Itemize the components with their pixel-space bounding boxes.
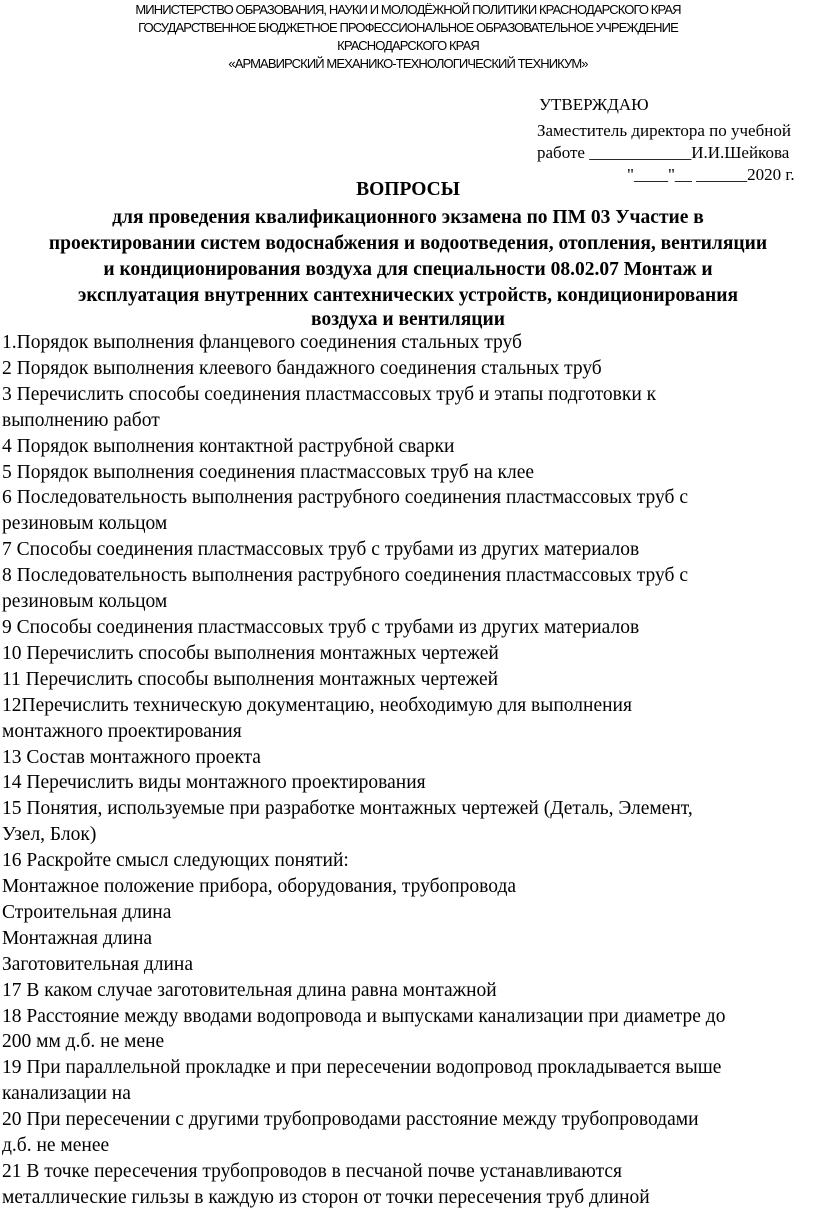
question-line: 7 Способы соединения пластмассовых труб с трубами из других материалов <box>2 539 640 561</box>
question-line: канализации на <box>2 1083 131 1105</box>
org-ministry-line: МИНИСТЕРСТВО ОБРАЗОВАНИЯ, НАУКИ И МОЛОДЁЖНОЙ ПОЛИТИКИ КРАСНОДАРСКОГО КРАЯ <box>135 2 681 17</box>
question-line: 19 При параллельной прокладке и при пересечении водопровод прокладывается выше <box>2 1057 722 1079</box>
question-line: 5 Порядок выполнения соединения пластмассовых труб на клее <box>2 461 535 483</box>
question-line: Заготовительная длина <box>2 953 194 975</box>
question-line: резиновым кольцом <box>2 513 168 535</box>
question-line: 6 Последовательность выполнения раструбного соединения пластмассовых труб с <box>2 487 688 509</box>
questions-list <box>2 330 814 1211</box>
question-line: монтажного проектирования <box>2 720 242 742</box>
question-line: 20 При пересечении с другими трубопроводами расстояние между трубопроводами <box>2 1109 699 1131</box>
question-line: Монтажная длина <box>2 927 153 949</box>
question-line: 4 Порядок выполнения контактной раструбной сварки <box>2 435 455 457</box>
question-line: 2 Порядок выполнения клеевого бандажного соединения стальных труб <box>2 357 602 379</box>
approval-signature: работе ____________И.И.Шейкова <box>537 143 790 162</box>
question-line: Монтажное положение прибора, оборудования, трубопровода <box>2 876 517 898</box>
question-line: 3 Перечислить способы соединения пластмассовых труб и этапы подготовки к <box>2 383 657 405</box>
approval-date: "____"__ ______2020 г. <box>627 165 795 184</box>
question-line: 13 Состав монтажного проекта <box>2 746 261 768</box>
document-heading: ВОПРОСЫ <box>356 179 460 200</box>
question-line: 1.Порядок выполнения фланцевого соединения стальных труб <box>2 332 522 353</box>
question-line: 18 Расстояние между вводами водопровода и выпусками канализации при диаметре до <box>2 1005 726 1027</box>
question-line: 16 Раскройте смысл следующих понятий: <box>2 850 349 872</box>
document-subtitle-line-5: воздуха и вентиляции <box>311 309 505 330</box>
question-line: 15 Понятия, используемые при разработке монтажных чертежей (Деталь, Элемент, <box>2 798 693 820</box>
org-region-line: КРАСНОДАРСКОГО КРАЯ <box>337 38 479 53</box>
question-line: 200 мм д.б. не мене <box>2 1031 165 1053</box>
question-line: металлические гильзы в каждую из сторон от точки пересечения труб длиной <box>2 1186 650 1208</box>
question-line: 9 Способы соединения пластмассовых труб с трубами из других материалов <box>2 616 640 638</box>
document-subtitle-line-2: проектировании систем водоснабжения и водоотведения, отопления, вентиляции <box>48 233 768 254</box>
org-institution-line: ГОСУДАРСТВЕННОЕ БЮДЖЕТНОЕ ПРОФЕССИОНАЛЬНОЕ ОБРАЗОВАТЕЛЬНОЕ УЧРЕЖДЕНИЕ <box>138 20 678 35</box>
document-subtitle-line-3: и кондиционирования воздуха для специальности 08.02.07 Монтаж и <box>103 259 713 280</box>
question-line: 11 Перечислить способы выполнения монтажных чертежей <box>2 668 499 690</box>
question-line: Узел, Блок) <box>2 824 97 846</box>
approval-title: УТВЕРЖДАЮ <box>539 95 649 114</box>
question-line: д.б. не менее <box>2 1135 110 1157</box>
document-subtitle-line-4: эксплуатация внутренних сантехнических устройств, кондиционирования <box>77 285 739 306</box>
org-name-line: «АРМАВИРСКИЙ МЕХАНИКО-ТЕХНОЛОГИЧЕСКИЙ ТЕХНИКУМ» <box>228 56 588 71</box>
question-line: 10 Перечислить способы выполнения монтажных чертежей <box>2 642 499 664</box>
question-line: 8 Последовательность выполнения раструбного соединения пластмассовых труб с <box>2 565 688 587</box>
approval-block <box>537 94 816 186</box>
question-line: выполнению работ <box>2 409 160 431</box>
question-line: резиновым кольцом <box>2 591 168 613</box>
question-line: 12Перечислить техническую документацию, необходимую для выполнения <box>2 694 632 716</box>
organization-header <box>0 1 816 73</box>
approval-position: Заместитель директора по учебной <box>537 121 791 140</box>
question-line: Строительная длина <box>2 901 172 923</box>
question-line: 14 Перечислить виды монтажного проектирования <box>2 772 426 794</box>
question-line: 17 В каком случае заготовительная длина равна монтажной <box>2 979 497 1001</box>
question-line: 21 В точке пересечения трубопроводов в песчаной почве устанавливаются <box>2 1161 623 1182</box>
document-subtitle-line-1: для проведения квалификационного экзамена по ПМ 03 Участие в <box>112 207 704 228</box>
